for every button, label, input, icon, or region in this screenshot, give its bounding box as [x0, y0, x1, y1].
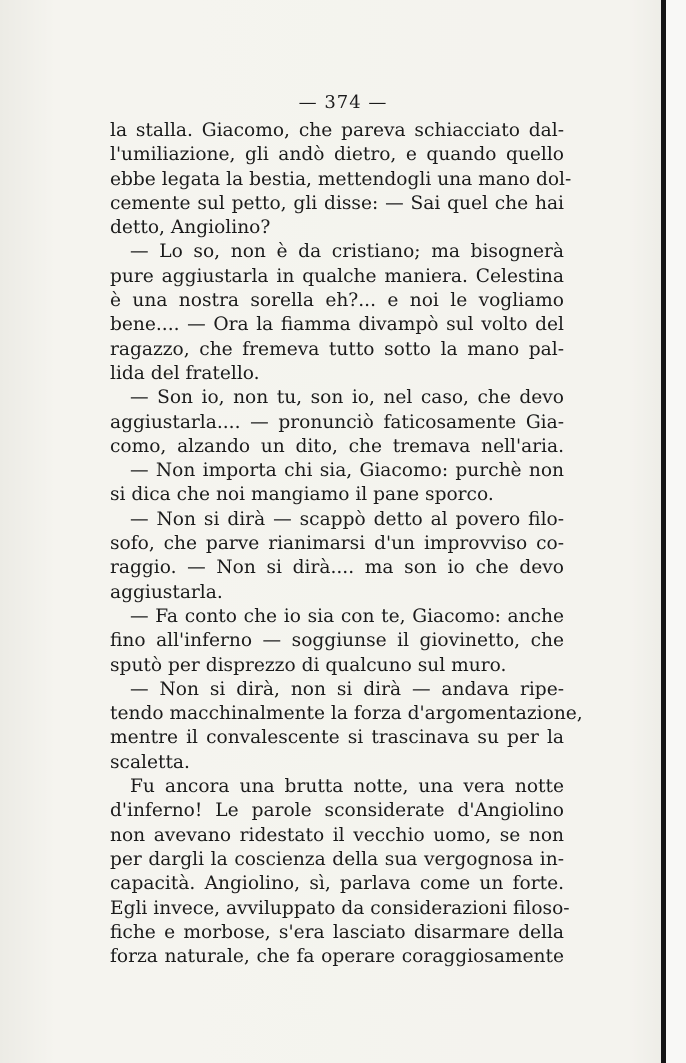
text-line: — Son io, non tu, son io, nel caso, che devo: [130, 387, 564, 409]
text-line: — Fa conto che io sia con te, Giacomo: anche: [130, 605, 564, 627]
text-line: raggio. — Non si dirà.... ma son io che devo: [110, 557, 564, 579]
text-line: si dica che noi mangiamo il pane sporco.: [110, 484, 494, 506]
text-line: ebbe legata la bestia, mettendogli una mano dol-: [110, 168, 572, 190]
text-line: forza naturale, che fa operare coraggiosamente: [110, 946, 564, 968]
text-line: fino all'inferno — soggiunse il giovinetto, che: [110, 630, 564, 652]
text-line: aggiustarla.... — pronunciò faticosamente Gia-: [110, 411, 564, 433]
body-text: [110, 119, 583, 969]
text-line: — Non importa chi sia, Giacomo: purchè non: [130, 460, 564, 482]
text-line: non avevano ridestato il vecchio uomo, se non: [110, 824, 564, 846]
text-line: è una nostra sorella eh?... e noi le vogliamo: [110, 290, 564, 312]
text-line: sputò per disprezzo di qualcuno sul muro.: [110, 654, 507, 676]
text-line: la stalla. Giacomo, che pareva schiacciato dal-: [110, 120, 564, 141]
text-line: lida del fratello.: [110, 362, 260, 384]
page-number: — 374 —: [298, 92, 388, 113]
text-line: tendo macchinalmente la forza d'argomentazione,: [110, 703, 583, 725]
text-line: Egli invece, avviluppato da considerazioni filoso-: [110, 897, 570, 919]
text-line: scaletta.: [110, 751, 190, 773]
text-line: l'umiliazione, gli andò dietro, e quando quello: [110, 144, 564, 166]
text-line: pure aggiustarla in qualche maniera. Celestina: [110, 265, 564, 287]
text-line: — Non si dirà — scappò detto al povero filo-: [130, 508, 564, 530]
text-line: — Non si dirà, non si dirà — andava ripe-: [130, 678, 564, 700]
text-line: d'inferno! Le parole sconsiderate d'Angiolino: [110, 800, 564, 822]
text-line: per dargli la coscienza della sua vergognosa in-: [110, 848, 564, 870]
text-line: bene.... — Ora la fiamma divampò sul volto del: [110, 314, 564, 336]
page-margin-right: [666, 0, 686, 1063]
text-line: capacità. Angiolino, sì, parlava come un forte.: [110, 873, 564, 895]
text-line: cemente sul petto, gli disse: — Sai quel che hai: [110, 192, 564, 214]
text-line: fiche e morbose, s'era lasciato disarmare della: [110, 921, 564, 943]
text-line: — Lo so, non è da cristiano; ma bisognerà: [130, 241, 564, 263]
text-line: Fu ancora una brutta notte, una vera notte: [130, 776, 564, 798]
text-line: como, alzando un dito, che tremava nell'aria.: [110, 435, 564, 457]
text-line: ragazzo, che fremeva tutto sotto la mano pal-: [110, 338, 564, 360]
text-line: detto, Angiolino?: [110, 217, 271, 239]
text-line: sofo, che parve rianimarsi d'un improvviso co-: [110, 533, 564, 555]
text-line: mentre il convalescente si trascinava su per la: [110, 727, 564, 749]
text-line: aggiustarla.: [110, 581, 223, 603]
